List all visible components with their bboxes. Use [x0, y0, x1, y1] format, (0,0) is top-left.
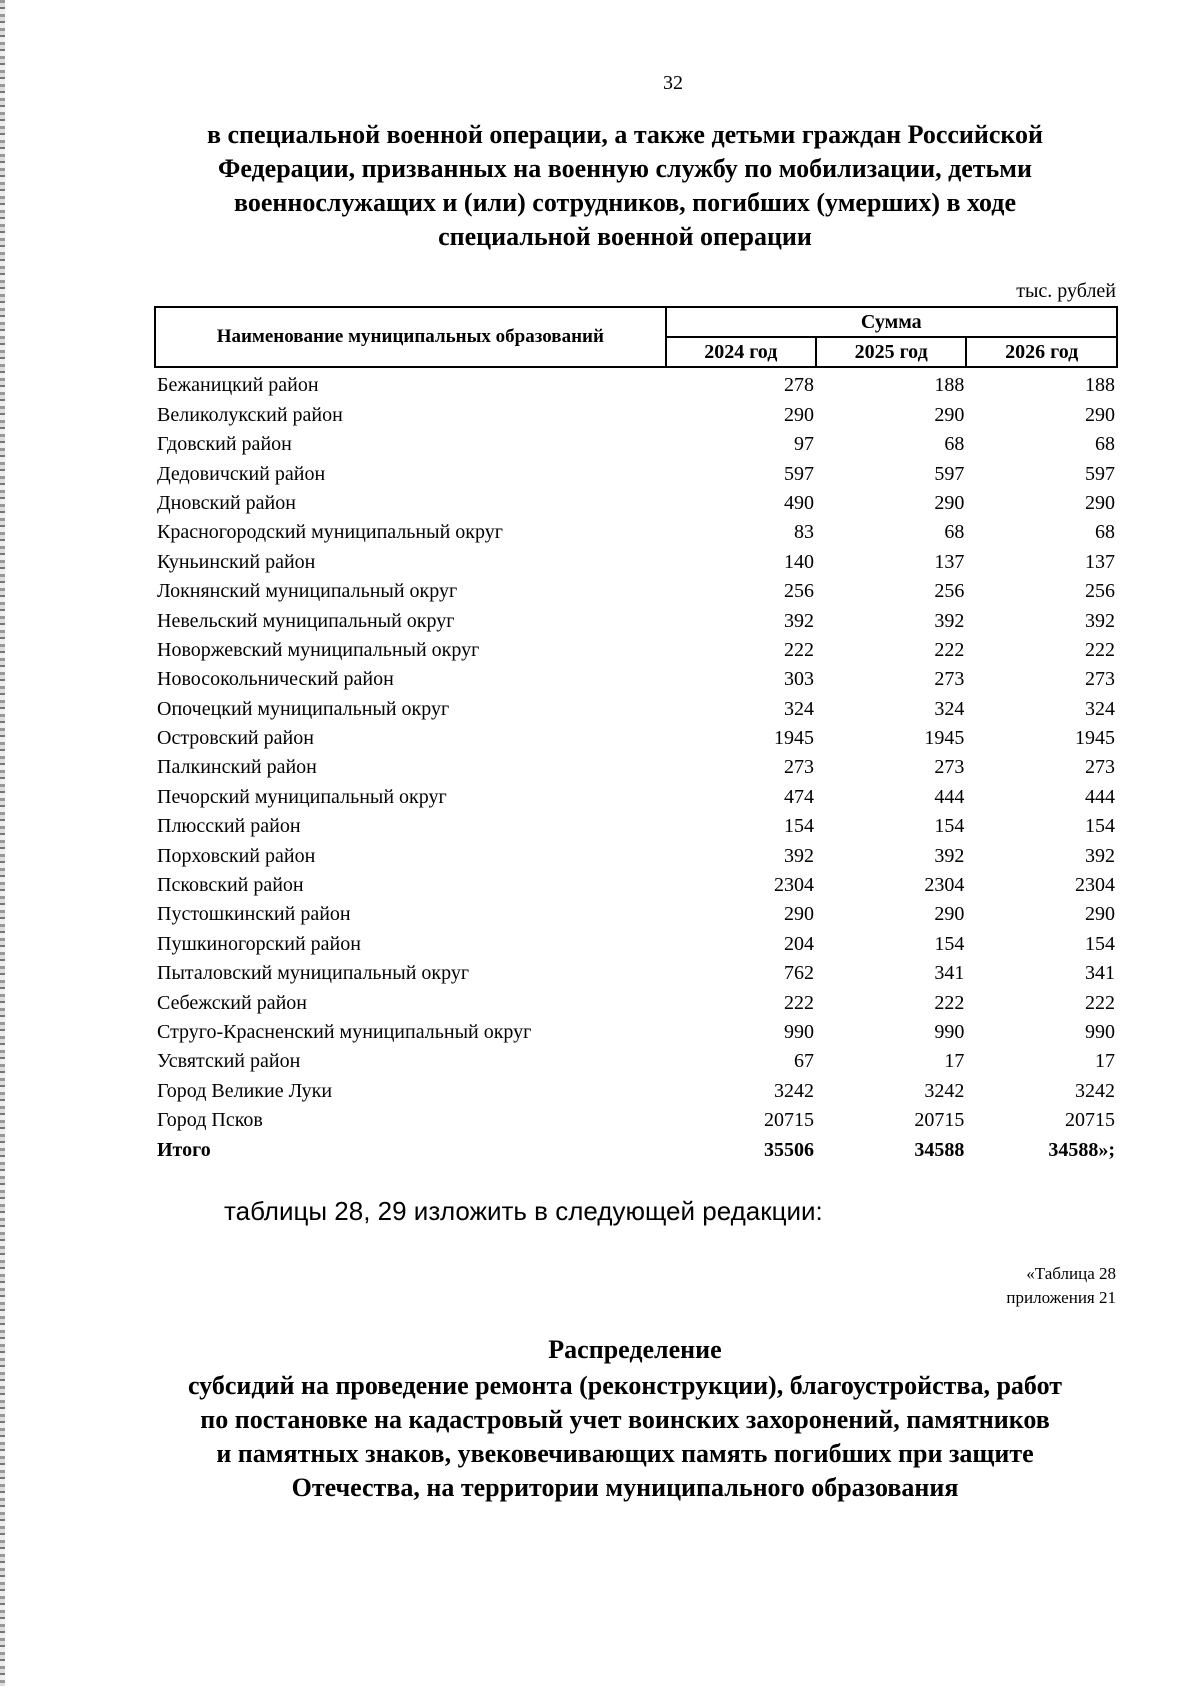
municipality-name-cell: Палкинский район	[157, 756, 317, 779]
table-row	[155, 1103, 1117, 1132]
municipality-name-cell: Плюсский район	[157, 815, 301, 838]
table-row	[155, 868, 1117, 897]
scan-edge	[0, 0, 5, 1686]
amount-2026-cell: 990	[1085, 1020, 1115, 1043]
municipality-name-cell: Итого	[157, 1138, 211, 1161]
amount-2025-cell: 137	[934, 550, 965, 573]
table-row	[155, 427, 1117, 456]
amount-2024-cell: 1945	[773, 727, 814, 750]
header-year-2025: 2025 год	[816, 337, 966, 367]
amount-2025-cell: 222	[934, 991, 965, 1014]
municipality-name-cell: Город Псков	[157, 1109, 263, 1132]
amount-2024-cell: 762	[783, 962, 814, 985]
table-row	[155, 779, 1117, 808]
amount-2025-cell: 273	[934, 668, 965, 691]
amount-2025-cell: 273	[934, 756, 965, 779]
amount-2024-cell: 20715	[763, 1109, 814, 1132]
municipality-name-cell: Бежаницкий район	[157, 374, 319, 397]
amount-2025-cell: 154	[934, 932, 965, 955]
amount-2026-cell: 290	[1085, 403, 1115, 426]
municipality-name-cell: Печорский муниципальный округ	[157, 785, 447, 808]
table-row	[155, 574, 1117, 603]
table-row	[155, 956, 1117, 985]
amount-2026-cell: 444	[1085, 785, 1115, 808]
unit-label: тыс. рублей	[1016, 280, 1116, 302]
municipality-name-cell: Новосокольнический район	[157, 668, 394, 691]
amount-2024-cell: 392	[783, 844, 814, 867]
amount-2026-cell: 256	[1085, 580, 1115, 603]
amount-2025-cell: 154	[934, 815, 965, 838]
municipality-name-cell: Гдовский район	[157, 433, 292, 456]
amount-2026-cell: 154	[1085, 932, 1115, 955]
municipality-name-cell: Островский район	[157, 727, 314, 750]
table-row	[155, 926, 1117, 955]
header-year-2026: 2026 год	[966, 337, 1117, 367]
header-sum: Сумма	[666, 307, 1117, 337]
amount-2024-cell: 154	[783, 815, 814, 838]
amount-2025-cell: 290	[934, 491, 965, 514]
table-row	[155, 721, 1117, 750]
amount-2025-cell: 341	[934, 962, 965, 985]
amount-2024-cell: 474	[783, 785, 814, 808]
heading-line: военнослужащих и (или) сотрудников, погибших (умерших) в ходе	[234, 188, 1016, 217]
table-row	[155, 515, 1117, 544]
amount-2024-cell: 222	[783, 991, 814, 1014]
page-number: 32	[663, 72, 683, 94]
amount-2026-cell: 2304	[1075, 874, 1115, 897]
heading-line: и памятных знаков, увековечивающих память погибших при защите	[216, 1439, 1034, 1468]
amount-2025-cell: 444	[934, 785, 965, 808]
municipality-name-cell: Пушкиногорский район	[157, 932, 361, 955]
municipality-name-cell: Опочецкий муниципальный округ	[157, 697, 450, 720]
header-year-2024: 2024 год	[666, 337, 816, 367]
table-row	[155, 544, 1117, 573]
municipality-name-cell: Себежский район	[157, 991, 307, 1014]
municipality-name-cell: Псковский район	[157, 874, 304, 897]
amount-2024-cell: 278	[783, 374, 814, 397]
amount-2025-cell: 3242	[924, 1079, 965, 1102]
heading-line: в специальной военной операции, а также детьми граждан Российской	[206, 120, 1044, 149]
table-row	[155, 691, 1117, 720]
amount-2026-cell: 273	[1085, 756, 1115, 779]
amount-2024-cell: 140	[783, 550, 814, 573]
municipality-name-cell: Куньинский район	[157, 550, 316, 573]
amount-2025-cell: 290	[934, 403, 965, 426]
heading-line: Федерации, призванных на военную службу по мобилизации, детьми	[218, 154, 1032, 183]
amount-2025-cell: 188	[934, 374, 965, 397]
amount-2026-cell: 137	[1085, 550, 1115, 573]
table-row	[155, 456, 1117, 485]
amount-2024-cell: 204	[783, 932, 814, 955]
amount-2026-cell: 324	[1085, 697, 1115, 720]
table-reference	[1006, 1262, 1116, 1310]
amount-2025-cell: 17	[944, 1050, 965, 1073]
amount-2026-cell: 17	[1095, 1050, 1115, 1073]
amount-2026-cell: 341	[1085, 962, 1115, 985]
amount-2025-cell: 68	[944, 433, 965, 456]
instruction-text: таблицы 28, 29 изложить в следующей редакции:	[224, 1196, 823, 1226]
amount-2025-cell: 68	[944, 521, 965, 544]
municipality-name-cell: Усвятский район	[157, 1050, 301, 1073]
amount-2025-cell: 34588	[914, 1138, 965, 1161]
municipality-name-cell: Дедовичский район	[157, 462, 326, 485]
amount-2026-cell: 154	[1085, 815, 1115, 838]
table-row	[155, 750, 1117, 779]
table-row	[155, 1073, 1117, 1102]
municipality-name-cell: Красногородский муниципальный округ	[157, 521, 503, 544]
table-reference-line: «Таблица 28	[1026, 1264, 1116, 1283]
heading-line: Отечества, на территории муниципального образования	[291, 1473, 959, 1502]
amount-2026-cell: 222	[1085, 638, 1115, 661]
municipality-name-cell: Пыталовский муниципальный округ	[157, 962, 470, 985]
amount-2026-cell: 1945	[1075, 727, 1115, 750]
total-row	[155, 1132, 1117, 1161]
municipality-name-cell: Струго-Красненский муниципальный округ	[157, 1020, 532, 1043]
distribution-heading	[160, 1369, 1090, 1505]
table-row	[155, 838, 1117, 867]
amount-2026-cell: 597	[1085, 462, 1115, 485]
table-body	[155, 367, 1117, 1162]
amount-2024-cell: 303	[783, 668, 814, 691]
table-row	[155, 1044, 1117, 1073]
heading-line: субсидий на проведение ремонта (реконструкции), благоустройства, работ	[187, 1371, 1062, 1400]
amount-2024-cell: 67	[793, 1050, 814, 1073]
amount-2024-cell: 273	[783, 756, 814, 779]
distribution-title: Распределение	[548, 1335, 722, 1364]
table-row	[155, 809, 1117, 838]
amount-2024-cell: 290	[783, 403, 814, 426]
amount-2024-cell: 35506	[763, 1138, 814, 1161]
amounts-table	[154, 306, 1118, 1162]
municipality-name-cell: Великолукский район	[157, 403, 343, 426]
amount-2025-cell: 597	[934, 462, 965, 485]
table-header-row	[155, 307, 1117, 337]
amount-2024-cell: 2304	[773, 874, 814, 897]
municipality-name-cell: Новоржевский муниципальный округ	[157, 638, 480, 661]
amount-2026-cell: 290	[1085, 491, 1115, 514]
amount-2024-cell: 290	[783, 903, 814, 926]
amount-2026-cell: 34588»;	[1048, 1138, 1115, 1161]
table-row	[155, 486, 1117, 515]
amount-2024-cell: 490	[783, 491, 814, 514]
amount-2024-cell: 597	[783, 462, 814, 485]
amount-2026-cell: 20715	[1065, 1109, 1115, 1132]
amount-2024-cell: 83	[793, 521, 814, 544]
amount-2024-cell: 256	[783, 580, 814, 603]
amount-2025-cell: 392	[934, 844, 965, 867]
amount-2026-cell: 222	[1085, 991, 1115, 1014]
amount-2024-cell: 222	[783, 638, 814, 661]
amount-2026-cell: 290	[1085, 903, 1115, 926]
amount-2025-cell: 1945	[924, 727, 965, 750]
section-heading	[160, 118, 1090, 254]
amount-2024-cell: 97	[793, 433, 814, 456]
amount-2026-cell: 68	[1095, 521, 1115, 544]
table-row	[155, 603, 1117, 632]
table-row	[155, 633, 1117, 662]
amount-2026-cell: 392	[1085, 844, 1115, 867]
amount-2026-cell: 392	[1085, 609, 1115, 632]
amount-2025-cell: 324	[934, 697, 965, 720]
table-row	[155, 985, 1117, 1014]
table-row	[155, 662, 1117, 691]
amount-2024-cell: 990	[783, 1020, 814, 1043]
table-row	[155, 897, 1117, 926]
amount-2026-cell: 273	[1085, 668, 1115, 691]
table-row	[155, 397, 1117, 426]
amount-2025-cell: 222	[934, 638, 965, 661]
amount-2024-cell: 324	[783, 697, 814, 720]
amount-2025-cell: 392	[934, 609, 965, 632]
header-name: Наименование муниципальных образований	[155, 307, 666, 367]
table-reference-line: приложения 21	[1006, 1288, 1116, 1307]
amount-2025-cell: 256	[934, 580, 965, 603]
municipality-name-cell: Невельский муниципальный округ	[157, 609, 455, 632]
municipality-name-cell: Локнянский муниципальный округ	[157, 580, 458, 603]
amount-2025-cell: 990	[934, 1020, 965, 1043]
municipality-name-cell: Город Великие Луки	[157, 1079, 333, 1102]
table-row	[155, 367, 1117, 397]
municipality-name-cell: Порховский район	[157, 844, 316, 867]
heading-line: специальной военной операции	[438, 222, 812, 251]
amount-2025-cell: 20715	[914, 1109, 965, 1132]
amount-2026-cell: 188	[1085, 374, 1115, 397]
amount-2025-cell: 290	[934, 903, 965, 926]
amount-2024-cell: 392	[783, 609, 814, 632]
heading-line: по постановке на кадастровый учет воинских захоронений, памятников	[200, 1405, 1050, 1434]
municipality-name-cell: Пустошкинский район	[157, 903, 351, 926]
amount-2026-cell: 68	[1095, 433, 1115, 456]
table-row	[155, 1015, 1117, 1044]
municipality-name-cell: Дновский район	[157, 491, 296, 514]
amount-2025-cell: 2304	[924, 874, 965, 897]
amount-2026-cell: 3242	[1075, 1079, 1115, 1102]
amount-2024-cell: 3242	[773, 1079, 814, 1102]
